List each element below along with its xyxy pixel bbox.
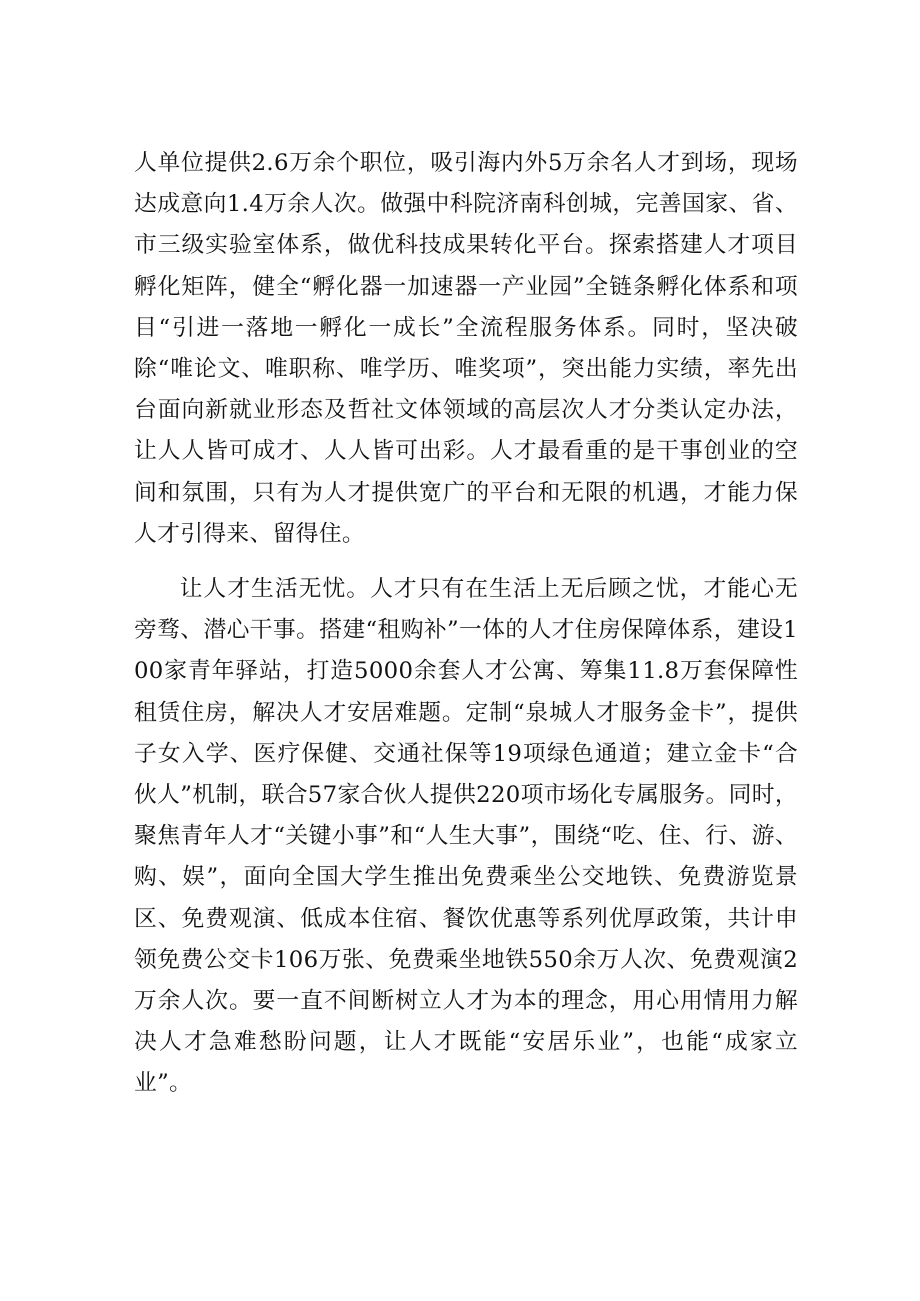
paragraph-talent-platform: 人单位提供2.6万余个职位，吸引海内外5万余名人才到场，现场达成意向1.4万余人次。做强中科院济南科创城，完善国家、省、市三级实验室体系，做优科技成果转化平台。探索搭建人才项目孵化矩阵，健全“孵化器一加速器一产业园”全链条孵化体系和项目“引进一落地一孵化一成长”全流程服务体系。同时，坚决破除“唯论文、唯职称、唯学历、唯奖项”，突出能力实绩，率先出台面向新就业形态及哲社文体领域的高层次人才分类认定办法，让人人皆可成才、人人皆可出彩。人才最看重的是干事创业的空间和氛围，只有为人才提供宽广的平台和无限的机遇，才能力保人才引得来、留得住。 <box>134 150 798 547</box>
document-page <box>134 143 798 1105</box>
paragraph-talent-life: 让人才生活无忧。人才只有在生活上无后顾之忧，才能心无旁骛、潜心干事。搭建“租购补”一体的人才住房保障体系，建设100家青年驿站，打造5000余套人才公寓、筹集11.8万套保障性租赁住房，解决人才安居难题。定制“泉城人才服务金卡”，提供子女入学、医疗保健、交通社保等19项绿色通道；建立金卡“合伙人”机制，联合57家合伙人提供220项市场化专属服务。同时，聚焦青年人才“关键小事”和“人生大事”，围绕“吃、住、行、游、购、娱”，面向全国大学生推出免费乘坐公交地铁、免费游览景区、免费观演、低成本住宿、餐饮优惠等系列优厚政策，共计申领免费公交卡106万张、免费乘坐地铁550余万人次、免费观演2万余人次。要一直不间断树立人才为本的理念，用心用情用力解决人才急难愁盼问题，让人才既能“安居乐业”，也能“成家立业”。 <box>134 576 798 1097</box>
